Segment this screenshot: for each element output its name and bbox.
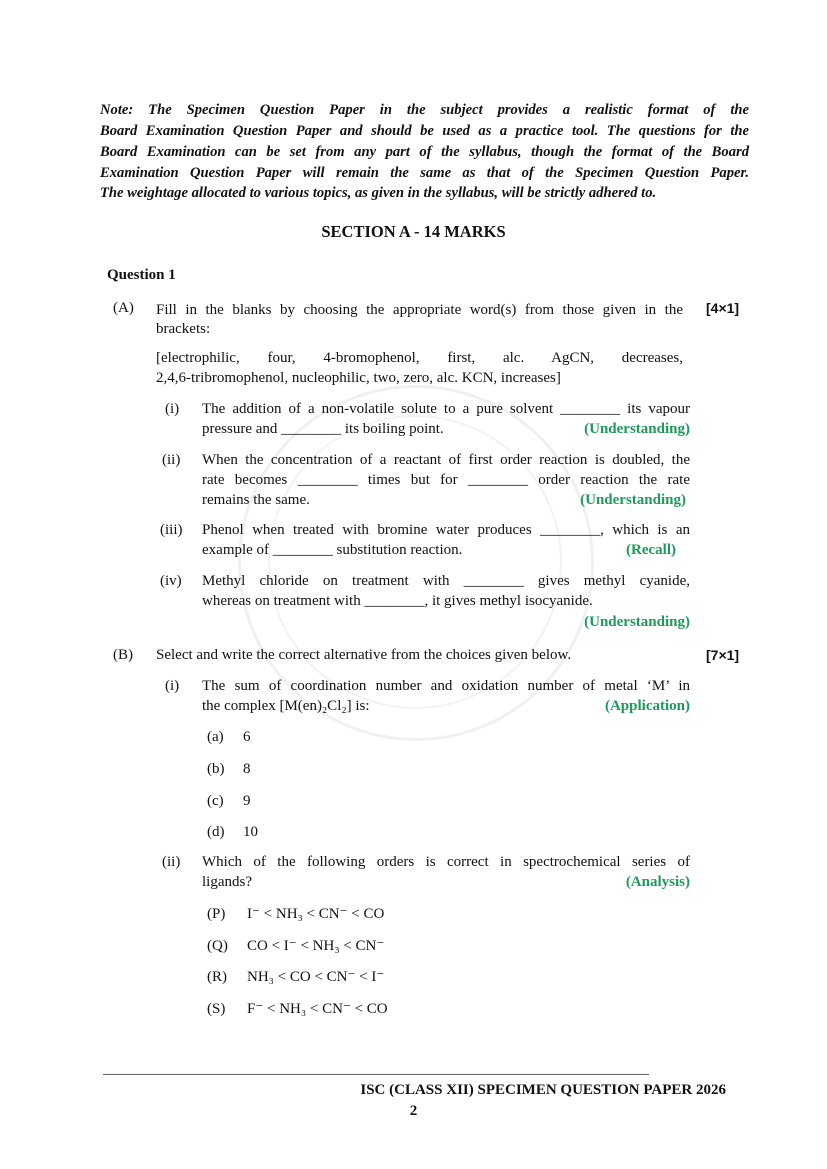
choice-value: I⁻ < NH₃ < CN⁻ < CO [247, 906, 385, 922]
part-a-marks: [4×1] [706, 300, 740, 316]
choice-key: (P) [207, 906, 226, 922]
skill-tag: (Understanding) [584, 614, 690, 630]
item-text: The sum of coordination number and oxidation number of metal ‘M’ in [202, 678, 690, 694]
page-number: 2 [409, 1103, 418, 1119]
choice-value: NH₃ < CO < CN⁻ < I⁻ [247, 969, 385, 985]
item-text: example of ________ substitution reaction. [202, 542, 463, 558]
choice-key: (S) [207, 1001, 226, 1017]
item-text: When the concentration of a reactant of first order reaction is doubled, the [202, 452, 690, 468]
part-a-label: (A) [113, 300, 134, 316]
item-text: The addition of a non-volatile solute to a pure solvent ________ its vapour [202, 401, 690, 417]
choice-key: (c) [207, 793, 224, 809]
choice-value: 9 [243, 793, 251, 809]
part-a-instruction: Fill in the blanks by choosing the appropriate word(s) from those given in the [156, 302, 683, 318]
section-title: SECTION A - 14 MARKS [321, 222, 506, 241]
choice-key: (Q) [207, 938, 228, 954]
choice-value: CO < I⁻ < NH₃ < CN⁻ [247, 938, 385, 954]
skill-tag: (Understanding) [584, 421, 690, 437]
choice-key: (R) [207, 969, 227, 985]
part-a-instruction: brackets: [156, 321, 211, 337]
item-number: (i) [165, 401, 180, 417]
item-number: (i) [165, 678, 180, 694]
note-line: Board Examination can be set from any part of the syllabus, though the format of the Board [100, 144, 749, 160]
item-text: rate becomes ________ times but for ________ order reaction the rate [202, 472, 690, 488]
note-line: Examination Question Paper will remain the same as that of the Specimen Question Paper. [100, 165, 749, 181]
item-text: Methyl chloride on treatment with ________ gives methyl cyanide, [202, 573, 690, 589]
word-bank: 2,4,6-tribromophenol, nucleophilic, two, zero, alc. KCN, increases] [156, 370, 561, 386]
item-text: pressure and ________ its boiling point. [202, 421, 444, 437]
question-title: Question 1 [107, 267, 176, 283]
skill-tag: (Analysis) [625, 874, 690, 890]
note-line: Board Examination Question Paper and should be used as a practice tool. The questions for the [100, 123, 749, 139]
item-number: (ii) [162, 452, 181, 468]
word-bank: [electrophilic, four, 4-bromophenol, first, alc. AgCN, decreases, [156, 350, 683, 366]
choice-value: F⁻ < NH₃ < CN⁻ < CO [247, 1001, 388, 1017]
item-number: (ii) [162, 854, 181, 870]
choice-value: 10 [243, 824, 258, 840]
note-line: Note: The Specimen Question Paper in the subject provides a realistic format of the [100, 102, 749, 118]
item-text: Phenol when treated with bromine water produces ________, which is an [202, 522, 690, 538]
skill-tag: (Understanding) [580, 492, 686, 508]
item-text: the complex [M(en)₂Cl₂] is: [202, 698, 370, 714]
choice-value: 8 [243, 761, 251, 777]
choice-key: (a) [207, 729, 224, 745]
item-number: (iv) [160, 573, 182, 589]
part-b-instruction: Select and write the correct alternative from the choices given below. [156, 647, 572, 663]
note-line: The weightage allocated to various topics, as given in the syllabus, will be strictly adhered to. [100, 185, 657, 201]
item-text: Which of the following orders is correct in spectrochemical series of [202, 854, 690, 870]
choice-key: (d) [207, 824, 225, 840]
skill-tag: (Recall) [626, 542, 676, 558]
footer-title: ISC (CLASS XII) SPECIMEN QUESTION PAPER 2026 [360, 1082, 726, 1098]
item-text: remains the same. [202, 492, 310, 508]
choice-value: 6 [243, 729, 251, 745]
part-b-marks: [7×1] [706, 647, 740, 663]
item-text: ligands? [202, 874, 252, 890]
item-number: (iii) [160, 522, 183, 538]
choice-key: (b) [207, 761, 225, 777]
skill-tag: (Application) [604, 698, 690, 714]
item-text: whereas on treatment with ________, it gives methyl isocyanide. [202, 593, 593, 609]
footer-rule: ______________________________________________________________________________ [103, 1062, 649, 1077]
part-b-label: (B) [113, 647, 133, 663]
